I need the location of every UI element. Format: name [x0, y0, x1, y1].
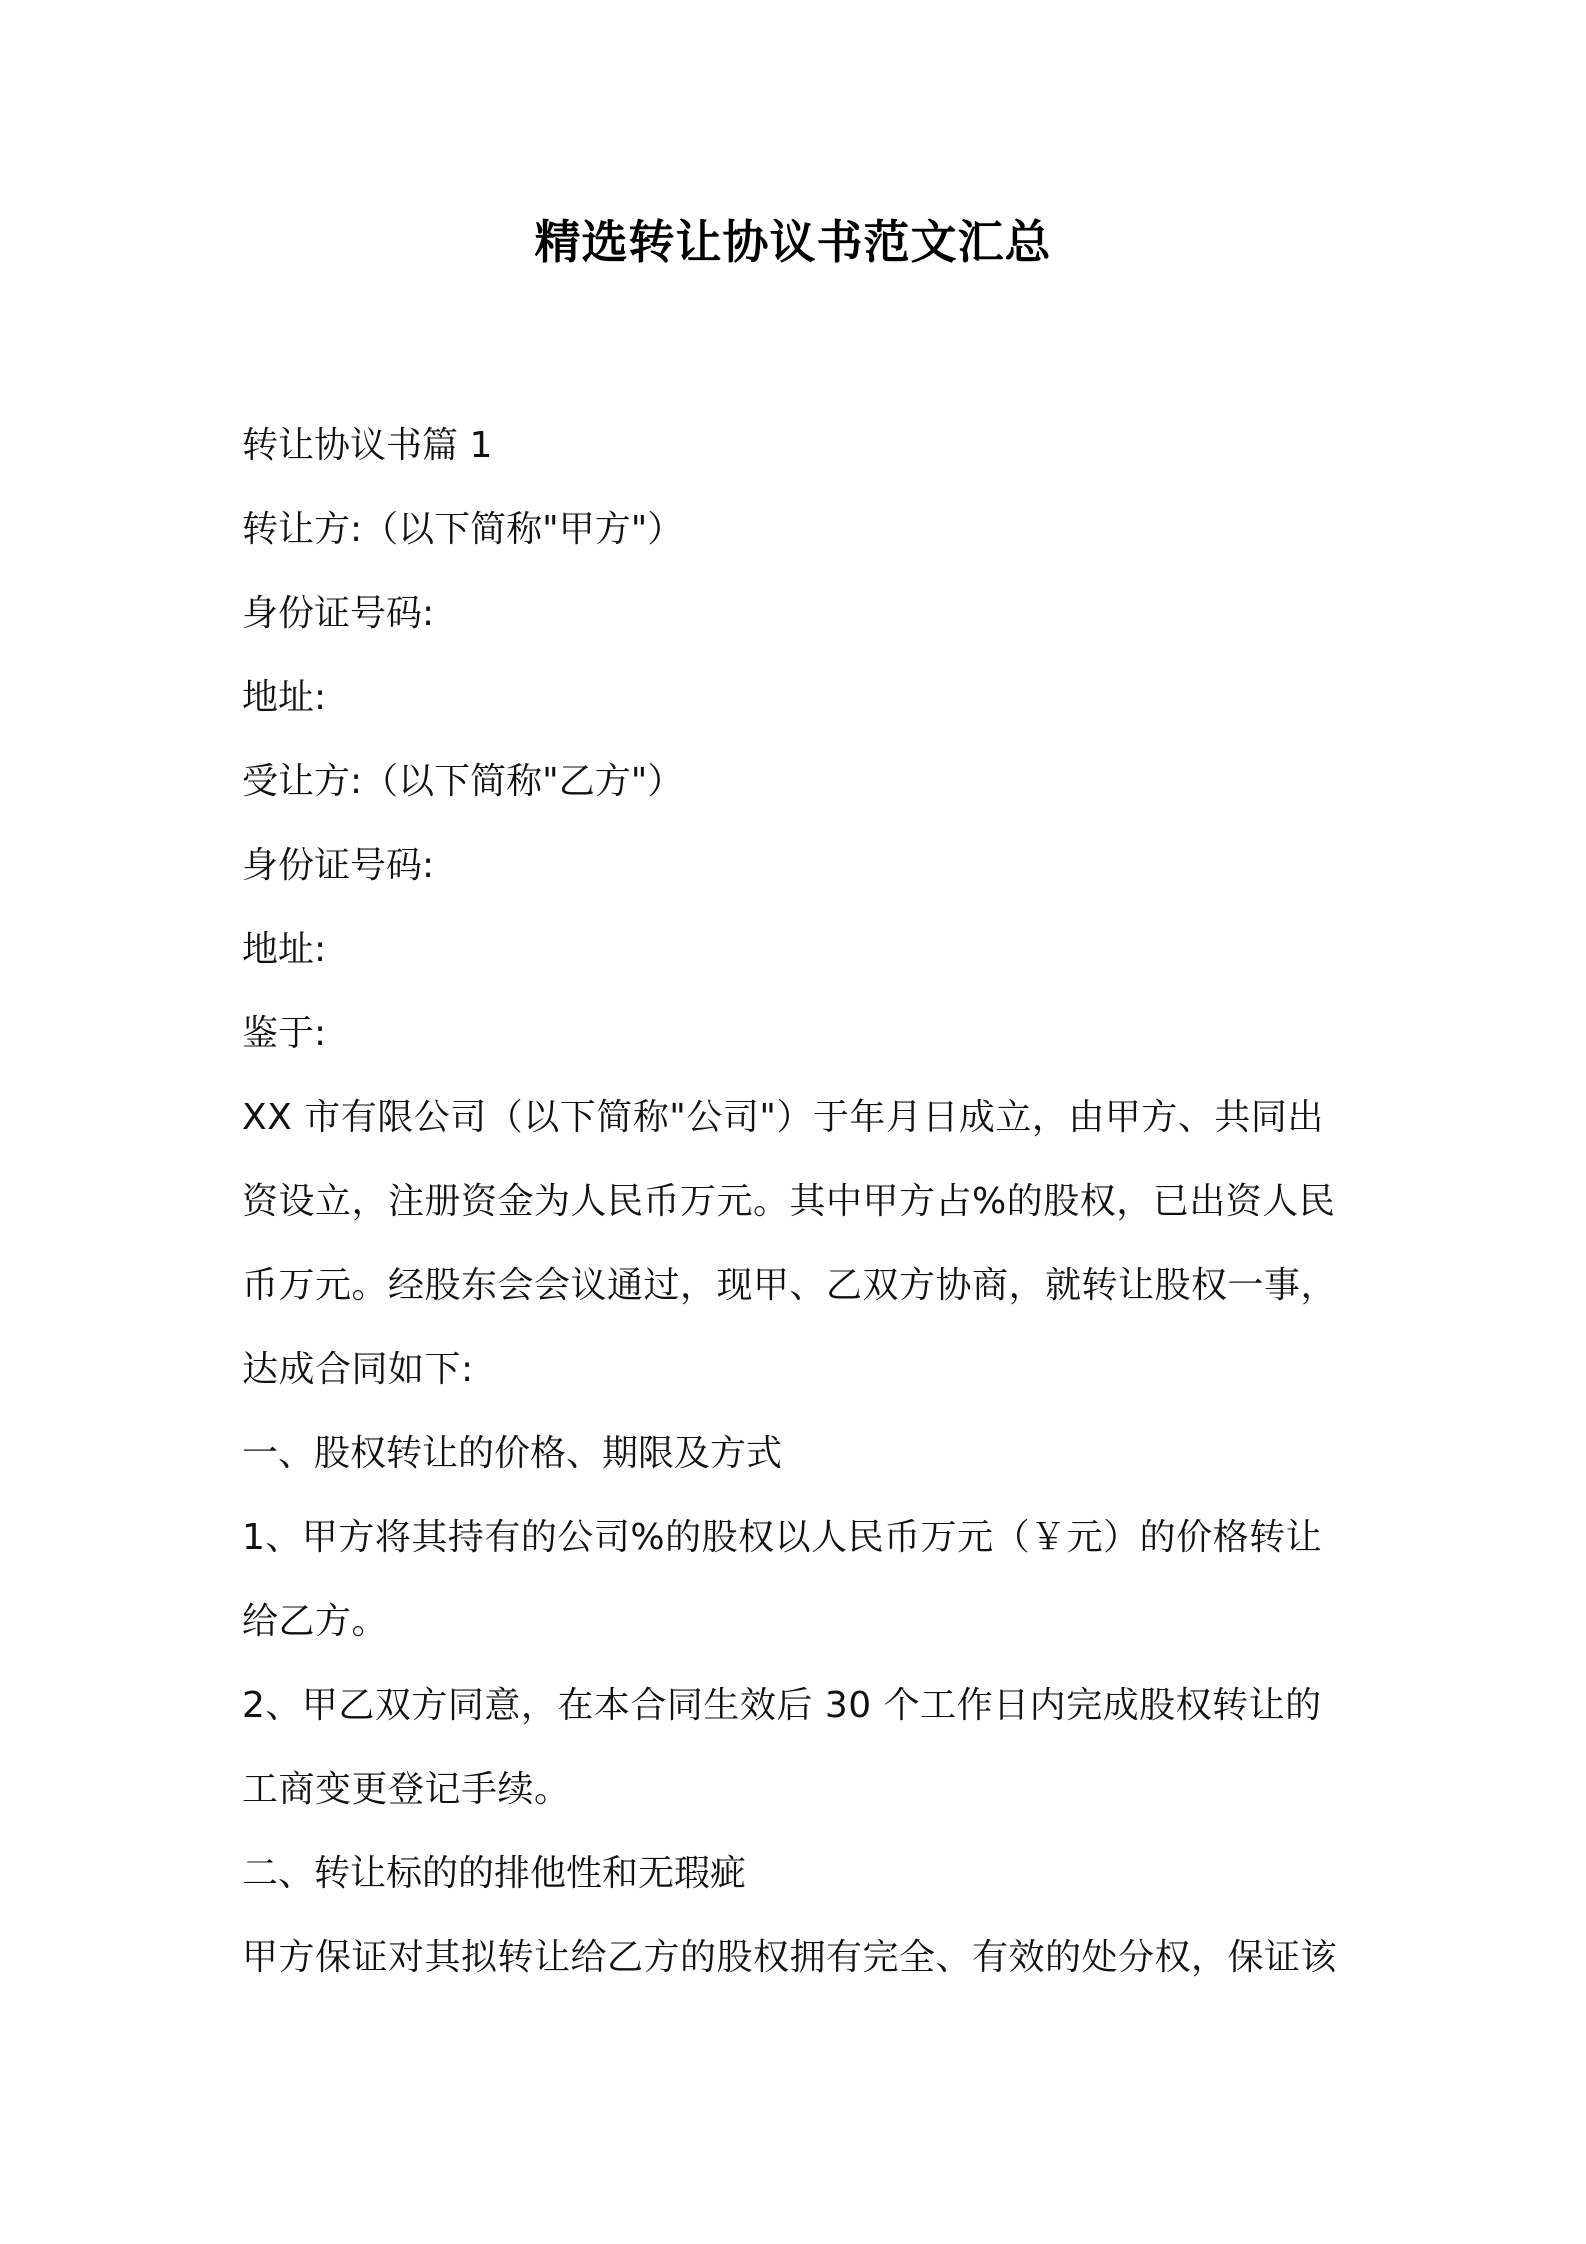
transferee-id-line: 身份证号码: — [242, 845, 435, 886]
clause-1-paragraph — [242, 1496, 1362, 1664]
clause-3-paragraph — [242, 1916, 1362, 2000]
recital-line: 达成合同如下: — [242, 1349, 474, 1390]
clause-line: 给乙方。 — [242, 1601, 389, 1642]
clause-line: 1、甲方将其持有的公司%的股权以人民币万元（￥元）的价格转让 — [242, 1517, 1323, 1558]
document-title: 精选转让协议书范文汇总 — [534, 215, 1052, 269]
transferee-address-line: 地址: — [242, 929, 327, 970]
section-1-heading: 一、股权转让的价格、期限及方式 — [242, 1433, 783, 1474]
document-body — [242, 404, 1362, 2000]
transferor-line: 转让方:（以下简称"甲方"） — [242, 509, 684, 550]
transferee-line: 受让方:（以下简称"乙方"） — [242, 761, 684, 802]
transferor-address-line: 地址: — [242, 677, 327, 718]
section-heading: 转让协议书篇 1 — [242, 425, 493, 466]
recital-paragraph — [242, 1076, 1362, 1412]
recital-line: 资设立，注册资金为人民币万元。其中甲方占%的股权，已出资人民 — [242, 1181, 1336, 1222]
section-2-heading: 二、转让标的的排他性和无瑕疵 — [242, 1853, 747, 1894]
recital-line: 币万元。经股东会会议通过，现甲、乙双方协商，就转让股权一事， — [242, 1265, 1338, 1306]
clause-line: 工商变更登记手续。 — [242, 1769, 571, 1810]
whereas-line: 鉴于: — [242, 1013, 327, 1054]
transferor-id-line: 身份证号码: — [242, 593, 435, 634]
clause-line: 2、甲乙双方同意，在本合同生效后 30 个工作日内完成股权转让的 — [242, 1685, 1322, 1726]
clause-2-paragraph — [242, 1664, 1362, 1832]
clause-line: 甲方保证对其拟转让给乙方的股权拥有完全、有效的处分权，保证该 — [242, 1937, 1338, 1978]
recital-line: XX 市有限公司（以下简称"公司"）于年月日成立，由甲方、共同出 — [242, 1097, 1324, 1138]
